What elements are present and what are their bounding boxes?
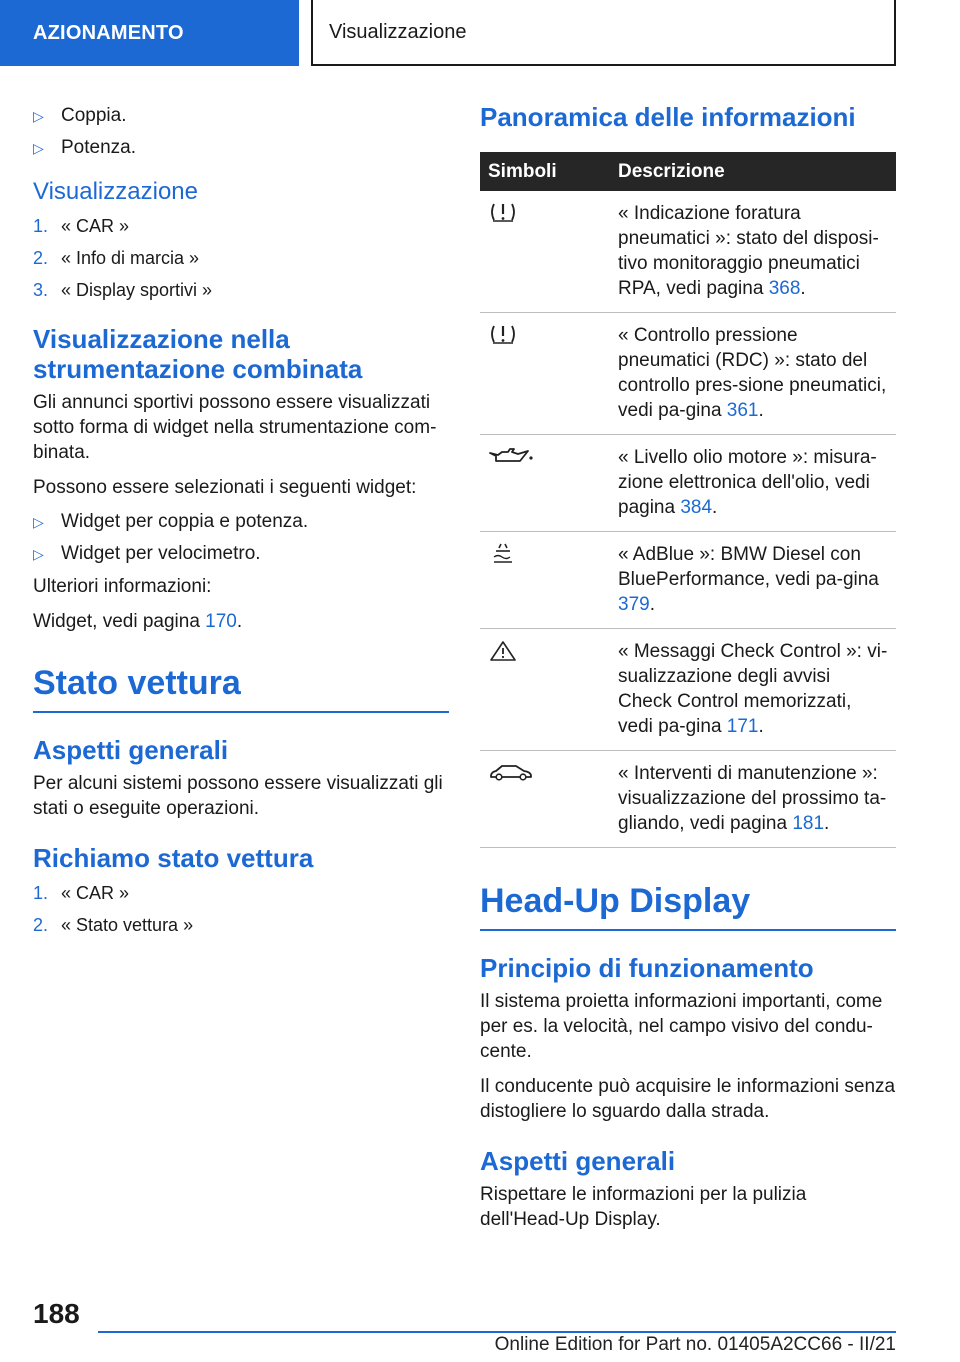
list-item: ▷ Potenza. xyxy=(33,137,136,158)
heading-stato-vettura: Stato vettura xyxy=(33,664,449,713)
page-link[interactable]: 384 xyxy=(680,497,713,518)
triangle-bullet-icon: ▷ xyxy=(33,546,44,562)
paragraph: Il conducente può acquisire le informazioni senza distogliere lo sguardo dalla strada. xyxy=(480,1076,896,1122)
oil-can-icon xyxy=(488,451,534,472)
heading-aspetti-generali: Aspetti generali xyxy=(33,735,229,765)
triangle-bullet-icon: ▷ xyxy=(33,514,44,530)
row-description: « AdBlue »: BMW Diesel con BluePerformance, vedi pa‐gina 379. xyxy=(610,532,896,629)
list-item: 3. « Display sportivi » xyxy=(33,280,213,300)
right-column xyxy=(480,96,896,1242)
list-item: ▷ Widget per velocimetro. xyxy=(33,543,261,564)
row-description: « Indicazione foratura pneumatici »: stato del disposi‐tivo monitoraggio pneumatici RPA, vedi pagina 368. xyxy=(610,191,896,313)
paragraph: Il sistema proietta informazioni importanti, come per es. la velocità, nel campo visivo del condu‐cente. xyxy=(480,991,883,1062)
paragraph: Possono essere selezionati i seguenti widget: xyxy=(33,477,417,498)
section-tab: AZIONAMENTO xyxy=(0,0,299,66)
triangle-bullet-icon: ▷ xyxy=(33,140,44,156)
paragraph: Ulteriori informazioni: xyxy=(33,576,212,597)
column-header: Simboli xyxy=(480,152,610,191)
adblue-icon xyxy=(488,550,518,571)
heading-panoramica: Panoramica delle informazioni xyxy=(480,102,856,132)
paragraph: Rispettare le informazioni per la pulizia dell'Head-Up Display. xyxy=(480,1184,807,1230)
edition-info: Online Edition for Part no. 01405A2CC66 - II/21 xyxy=(494,1334,896,1355)
column-header: Descrizione xyxy=(610,152,896,191)
list-item: ▷ Coppia. xyxy=(33,105,127,126)
car-service-icon xyxy=(488,767,534,788)
page-link[interactable]: 361 xyxy=(726,400,759,421)
table-row xyxy=(480,751,896,848)
paragraph: Widget, vedi pagina 170. xyxy=(33,611,243,632)
page-number: 188 xyxy=(33,1298,80,1329)
page-link[interactable]: 379 xyxy=(618,594,650,615)
table-row xyxy=(480,532,896,629)
list-item: 2. « Info di marcia » xyxy=(33,248,200,268)
page-link[interactable]: 368 xyxy=(768,278,801,299)
warning-triangle-icon xyxy=(488,647,518,668)
heading-strumentazione: Visualizzazione nella strumentazione combinata xyxy=(33,324,363,384)
table-row xyxy=(480,435,896,532)
heading-aspetti-generali-hud: Aspetti generali xyxy=(480,1146,676,1176)
page-link[interactable]: 170 xyxy=(205,611,237,632)
subsection-title: Visualizzazione xyxy=(311,0,896,66)
triangle-bullet-icon: ▷ xyxy=(33,108,44,124)
table-row xyxy=(480,191,896,313)
heading-richiamo: Richiamo stato vettura xyxy=(33,843,314,873)
left-column xyxy=(33,96,449,945)
page-link[interactable]: 171 xyxy=(726,716,759,737)
tire-warning-icon xyxy=(488,207,518,228)
footer-divider xyxy=(98,1331,896,1333)
table-row xyxy=(480,629,896,751)
row-description: « Livello olio motore »: misura‐zione elettronica dell'olio, vedi pagina 384. xyxy=(610,435,896,532)
list-item: ▷ Widget per coppia e potenza. xyxy=(33,511,309,532)
heading-principio: Principio di funzionamento xyxy=(480,953,814,983)
list-item: 2. « Stato vettura » xyxy=(33,915,194,935)
info-table xyxy=(480,152,896,848)
paragraph: Per alcuni sistemi possono essere visualizzati gli stati o eseguite operazioni. xyxy=(33,773,443,819)
table-row xyxy=(480,313,896,435)
tire-pressure-icon xyxy=(488,329,518,350)
row-description: « Controllo pressione pneumatici (RDC) »: stato del controllo pres‐sione pneumatici, vedi pa‐gina 361. xyxy=(610,313,896,435)
page-link[interactable]: 181 xyxy=(792,813,825,834)
row-description: « Messaggi Check Control »: vi‐sualizzazione degli avvisi Check Control memorizzati, vedi pa‐gina 171. xyxy=(610,629,896,751)
list-item: 1. « CAR » xyxy=(33,883,130,903)
paragraph: Gli annunci sportivi possono essere visualizzati sotto forma di widget nella strumentazione com‐binata. xyxy=(33,392,437,463)
row-description: « Interventi di manutenzione »: visualizzazione del prossimo ta‐gliando, vedi pagina 181. xyxy=(610,751,896,848)
heading-visualizzazione: Visualizzazione xyxy=(33,178,198,205)
list-item: 1. « CAR » xyxy=(33,216,130,236)
heading-head-up-display: Head-Up Display xyxy=(480,882,896,931)
